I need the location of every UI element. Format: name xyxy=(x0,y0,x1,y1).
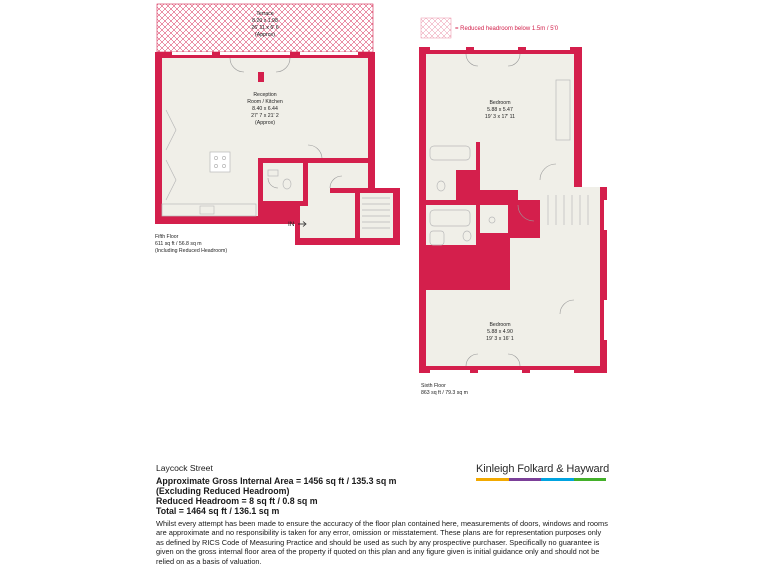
terrace-name: Terrace xyxy=(256,11,274,17)
brand-bar-segment xyxy=(541,478,574,481)
terrace-metric: 8.20 x 1.98 xyxy=(252,18,278,24)
sixth-floor-area: 863 sq ft / 79.3 sq m xyxy=(421,390,469,396)
terrace-imperial: 26' 11 x 6' 6 xyxy=(251,25,279,31)
bedroom-lower-name: Bedroom xyxy=(489,322,511,328)
terrace-note: (Approx) xyxy=(255,32,275,38)
brand-logo xyxy=(476,463,610,481)
reception-imperial: 27' 7 x 21' 2 xyxy=(251,113,279,119)
reduced-headroom: Reduced Headroom = 8 sq ft / 0.8 sq m xyxy=(156,496,318,506)
bedroom-upper-floor xyxy=(426,54,574,142)
brand-bar-segment xyxy=(574,478,607,481)
bedroom-upper-name: Bedroom xyxy=(489,100,511,106)
kitchen-island xyxy=(210,152,230,172)
sixth-floor-name: Sixth Floor xyxy=(421,383,446,389)
reception-note: (Approx) xyxy=(255,120,275,126)
fifth-floor-note: (Including Reduced Headroom) xyxy=(155,248,228,254)
fifth-floor-name: Fifth Floor xyxy=(155,234,179,240)
bedroom-upper-imperial: 19' 3 x 17' 11 xyxy=(484,114,516,120)
gross-area: Approximate Gross Internal Area = 1456 sq ft / 135.3 sq m xyxy=(156,476,397,486)
reception-name-1: Reception xyxy=(253,92,277,98)
brand-bar-segment xyxy=(509,478,542,481)
fifth-floor-area: 611 sq ft / 56.8 sq m xyxy=(155,241,202,247)
entrance-label: IN xyxy=(288,221,295,228)
hallway-floor xyxy=(300,163,393,238)
reception-metric: 8.40 x 6.44 xyxy=(252,106,278,112)
fifth-floor-plan xyxy=(155,4,400,254)
bedroom-lower-metric: 5.88 x 4.90 xyxy=(487,329,513,335)
disclaimer: Whilst every attempt has been made to ensure the accuracy of the floor plan contained here, measurements of doors, windows and rooms are approximate and no responsibility is taken for any error, omission or misstatement. These plans are for representation purposes only as defined by RICS Code of Measuring Practice and should be used as such by any prospective purchaser. Specifically no guarantee is given on the gross internal floor area of the property if quoted on this plan and any figure given is initial guidance only and should not be relied on as a basis of valuation. xyxy=(156,519,608,566)
excluding-note: (Excluding Reduced Headroom) xyxy=(156,486,290,496)
brand-bar-segment xyxy=(476,478,509,481)
brand-color-bar xyxy=(476,478,606,481)
legend xyxy=(421,18,559,38)
bedroom-lower-imperial: 19' 3 x 16' 1 xyxy=(486,336,514,342)
brand-name: Kinleigh Folkard & Hayward xyxy=(476,463,610,475)
bedroom-upper-metric: 5.88 x 5.47 xyxy=(487,107,513,113)
reception-name-2: Room / Kitchen xyxy=(247,99,283,105)
legend-label: = Reduced headroom below 1.5m / 5'0 xyxy=(455,26,559,32)
legend-hatch-swatch xyxy=(421,18,451,38)
bedroom-lower-floor xyxy=(426,290,600,366)
sixth-floor-plan xyxy=(419,47,607,396)
property-title: Laycock Street xyxy=(156,463,213,473)
total-area: Total = 1464 sq ft / 136.1 sq m xyxy=(156,506,280,516)
